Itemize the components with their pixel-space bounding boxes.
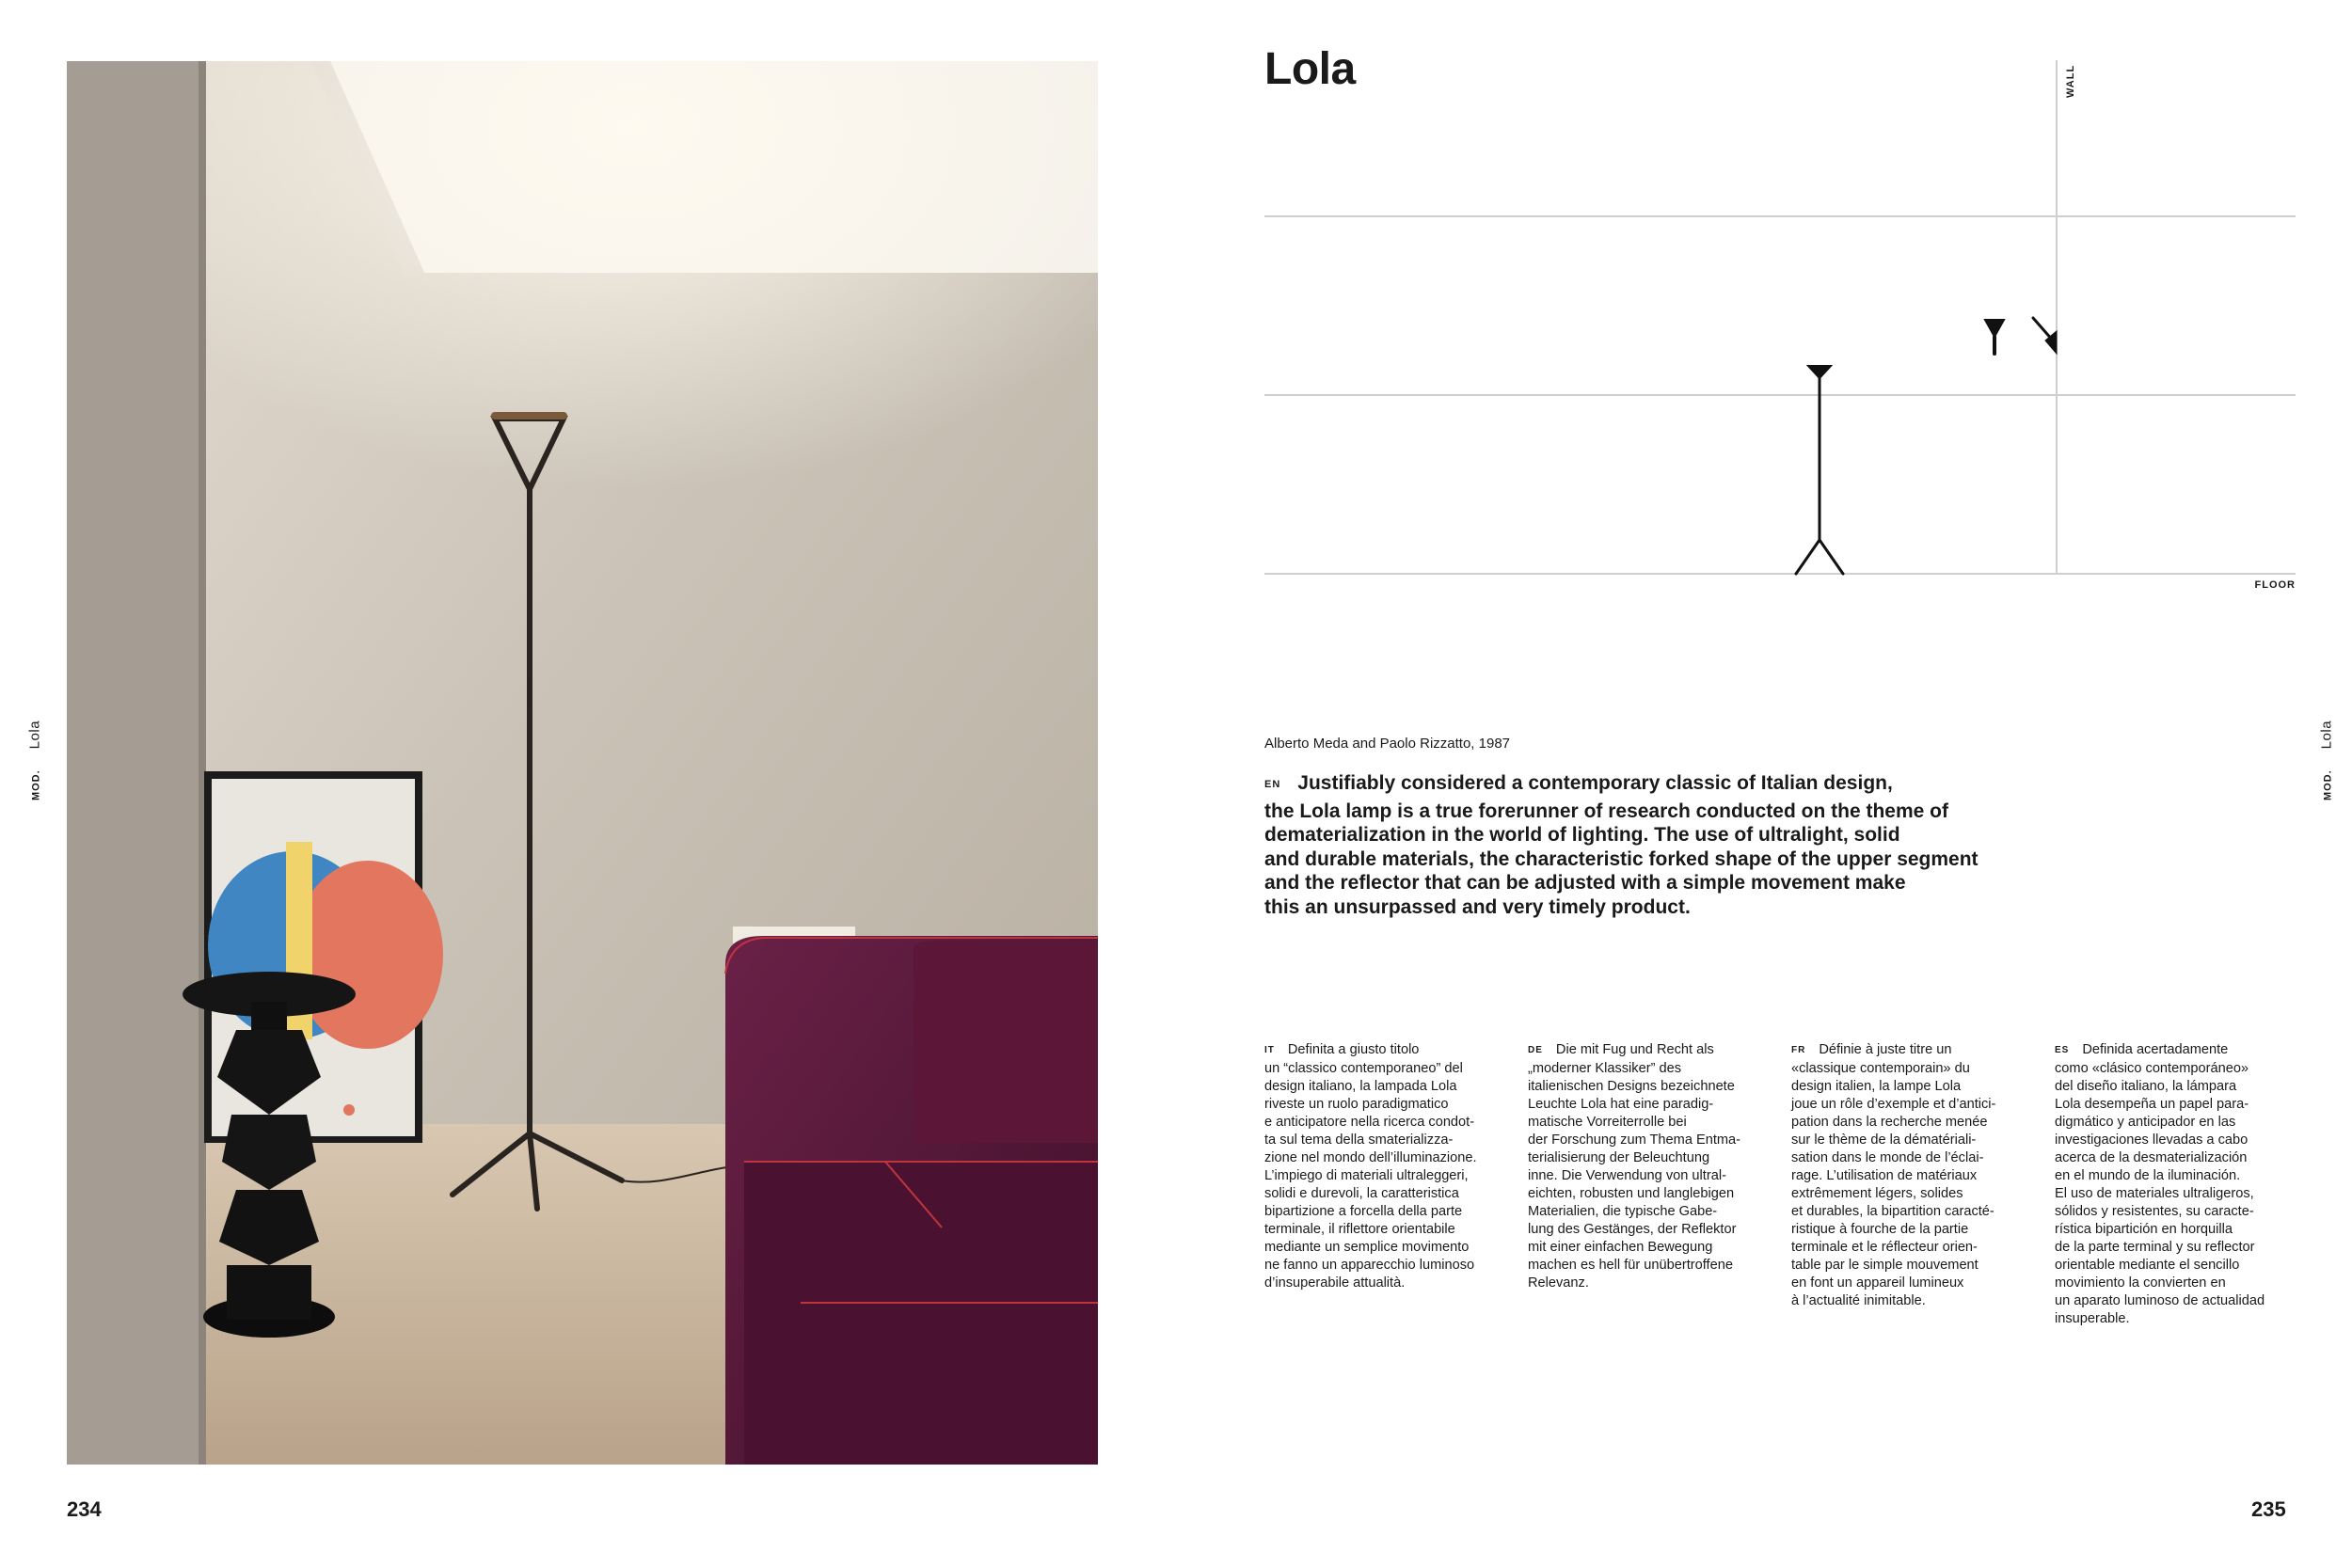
product-photo: [67, 61, 1098, 1465]
language-tag: FR: [1791, 1045, 1806, 1055]
intro-line: this an unsurpassed and very timely product.: [1264, 895, 1691, 918]
column-line: „moderner Klassiker” des: [1528, 1061, 1682, 1076]
column-line-text: Definida acertadamente: [2082, 1042, 2229, 1057]
column-line: orientable mediante el sencillo: [2055, 1258, 2240, 1273]
column-line: riveste un ruolo paradigmatico: [1264, 1097, 1449, 1112]
column-line: «classique contemporain» du: [1791, 1061, 1970, 1076]
side-label-left: [27, 719, 43, 803]
column-line: extrêmement légers, solides: [1791, 1186, 1963, 1201]
column-line: pation dans la recherche menée: [1791, 1115, 1988, 1130]
column-line: ne fanno un apparecchio luminoso: [1264, 1258, 1475, 1273]
column-line: terialisierung der Beleuchtung: [1528, 1150, 1710, 1165]
table-lamp-icon: [1985, 320, 2004, 354]
intro-line: Justifiably considered a contemporary classic of Italian design,: [1297, 772, 1893, 794]
column-line: sation dans le monde de l’éclai-: [1791, 1150, 1984, 1165]
column-line: de la parte terminal y su reflector: [2055, 1240, 2255, 1255]
column-line: [2055, 1041, 2309, 1060]
column-line: ristique à fourche de la partie: [1791, 1222, 1969, 1237]
language-tag: IT: [1264, 1045, 1275, 1055]
column-line: table par le simple mouvement: [1791, 1258, 1979, 1273]
wall-label: WALL: [2065, 64, 2076, 98]
column-line: insuperable.: [2055, 1311, 2130, 1326]
column-line: italienischen Designs bezeichnete: [1528, 1079, 1735, 1094]
column-line: investigaciones llevadas a cabo: [2055, 1132, 2249, 1148]
column-line: un aparato luminoso de actualidad: [2055, 1293, 2265, 1308]
column-line: Lola desempeña un papel para-: [2055, 1097, 2249, 1112]
column-line: d’insuperabile attualità.: [1264, 1275, 1406, 1291]
text-column-it: [1264, 1041, 1518, 1292]
column-line: terminale, il riflettore orientabile: [1264, 1222, 1455, 1237]
column-line: El uso de materiales ultraligeros,: [2055, 1186, 2254, 1201]
wall-label-wrap: [2065, 60, 2078, 117]
column-line: matische Vorreiterrolle bei: [1528, 1115, 1687, 1130]
text-column-de: [1528, 1041, 1782, 1292]
side-label-prefix: MOD.: [2322, 769, 2334, 801]
column-line-text: Die mit Fug und Recht als: [1555, 1042, 1714, 1057]
language-tag: DE: [1528, 1045, 1543, 1055]
page-number-left: 234: [67, 1497, 102, 1521]
column-line: rística bipartición en horquilla: [2055, 1222, 2233, 1237]
column-line: eichten, robusten und langlebigen: [1528, 1186, 1735, 1201]
column-line: inne. Die Verwendung von ultral-: [1528, 1168, 1726, 1183]
floor-lamp-icon: [1796, 366, 1843, 574]
column-line: acerca de la desmaterialización: [2055, 1150, 2248, 1165]
column-line: L’impiego di materiali ultraleggeri,: [1264, 1168, 1469, 1183]
column-line: [1791, 1041, 2045, 1060]
page-number-right: 235: [2251, 1497, 2286, 1521]
side-label-prefix: MOD.: [30, 769, 42, 801]
column-line: mit einer einfachen Bewegung: [1528, 1240, 1713, 1255]
column-line: Relevanz.: [1528, 1275, 1589, 1291]
column-line: Leuchte Lola hat eine paradig-: [1528, 1097, 1714, 1112]
text-column-fr: [1791, 1041, 2045, 1310]
column-line: rage. L’utilisation de matériaux: [1791, 1168, 1978, 1183]
column-line: en el mundo de la iluminación.: [2055, 1168, 2241, 1183]
column-line: joue un rôle d’exemple et d’antici-: [1791, 1097, 1996, 1112]
floor-label: FLOOR: [2254, 579, 2296, 591]
language-tag: EN: [1264, 779, 1281, 790]
column-line: movimiento la convierten en: [2055, 1275, 2226, 1291]
column-line: sur le thème de la dématériali-: [1791, 1132, 1977, 1148]
intro-line: and durable materials, the characteristic forked shape of the upper segment: [1264, 847, 1979, 870]
column-line: [1528, 1041, 1782, 1060]
column-line: un “classico contemporaneo” del: [1264, 1061, 1463, 1076]
column-line: design italiano, la lampada Lola: [1264, 1079, 1457, 1094]
column-line: del diseño italiano, la lámpara: [2055, 1079, 2237, 1094]
room-scene-illustration: [67, 61, 1098, 1465]
column-line: [1264, 1041, 1518, 1060]
language-tag: ES: [2055, 1045, 2070, 1055]
column-line: design italien, la lampe Lola: [1791, 1079, 1962, 1094]
column-line: Materialien, die typische Gabe-: [1528, 1204, 1718, 1219]
column-line: et durables, la bipartition caracté-: [1791, 1204, 1994, 1219]
side-label-right: [2319, 719, 2335, 803]
intro-text-en: [1264, 771, 2036, 919]
column-line: como «clásico contemporáneo»: [2055, 1061, 2249, 1076]
intro-line: and the reflector that can be adjusted with a simple movement make: [1264, 872, 1906, 894]
column-line: digmático y anticipador en las: [2055, 1115, 2236, 1130]
intro-line: dematerialization in the world of lighting. The use of ultralight, solid: [1264, 824, 1900, 846]
column-line: zione nel mondo dell’illuminazione.: [1264, 1150, 1477, 1165]
wall-lamp-icon: [2033, 318, 2057, 354]
column-line-text: Definita a giusto titolo: [1287, 1042, 1420, 1057]
column-line: der Forschung zum Thema Entma-: [1528, 1132, 1741, 1148]
column-line: e anticipatore nella ricerca condot-: [1264, 1115, 1475, 1130]
column-line: lung des Gestänges, der Reflektor: [1528, 1222, 1737, 1237]
column-line: en font un appareil lumineux: [1791, 1275, 1964, 1291]
column-line: machen es hell für unübertroffene: [1528, 1258, 1733, 1273]
page-title: Lola: [1264, 44, 1356, 94]
column-line: à l’actualité inimitable.: [1791, 1293, 1926, 1308]
designer-credit: Alberto Meda and Paolo Rizzatto, 1987: [1264, 736, 1510, 752]
column-line: sólidos y resistentes, su caracte-: [2055, 1204, 2254, 1219]
side-label-name: Lola: [2318, 720, 2335, 750]
column-line: bipartizione a forcella della parte: [1264, 1204, 1463, 1219]
column-line: mediante un semplice movimento: [1264, 1240, 1470, 1255]
column-line-text: Définie à juste titre un: [1819, 1042, 1952, 1057]
installation-diagram: [1264, 58, 2296, 604]
column-line: terminale et le réflecteur orien-: [1791, 1240, 1978, 1255]
column-line: ta sul tema della smaterializza-: [1264, 1132, 1454, 1148]
column-line: solidi e durevoli, la caratteristica: [1264, 1186, 1459, 1201]
intro-line: the Lola lamp is a true forerunner of research conducted on the theme of: [1264, 800, 1948, 822]
side-label-name: Lola: [26, 720, 43, 750]
text-column-es: [2055, 1041, 2309, 1328]
